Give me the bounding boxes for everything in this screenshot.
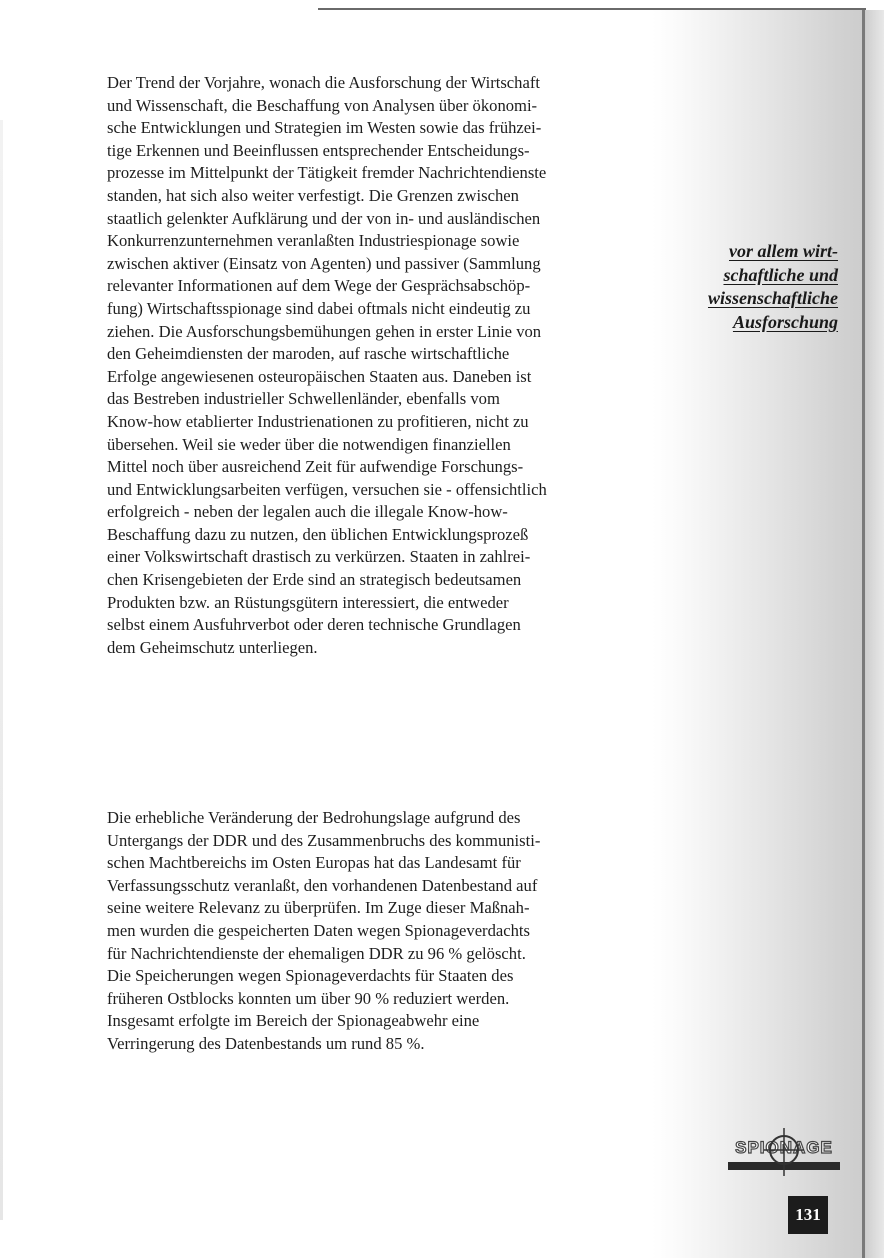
body-paragraph-2 bbox=[107, 807, 617, 1056]
page-edge-line bbox=[862, 10, 865, 1258]
text-line: seine weitere Relevanz zu überprüfen. Im Zuge dieser Maßnah- bbox=[107, 898, 530, 918]
text-line: Erfolge angewiesenen osteuropäischen Staaten aus. Daneben ist bbox=[107, 366, 532, 386]
text-line: chen Krisengebieten der Erde sind an strategisch bedeutsamen bbox=[107, 570, 522, 590]
text-line: staatlich gelenkter Aufklärung und der von in- und ausländischen bbox=[107, 208, 541, 228]
text-line: relevanter Informationen auf dem Wege der Gesprächsabschöp- bbox=[107, 276, 531, 296]
text-line: und Entwicklungsarbeiten verfügen, versuchen sie - offensichtlich bbox=[107, 479, 547, 499]
text-line: Produkten bzw. an Rüstungsgütern interessiert, die entweder bbox=[107, 592, 509, 612]
margin-note-line: schaftliche und bbox=[723, 264, 838, 285]
page-number: 131 bbox=[788, 1196, 828, 1234]
margin-note-line: wissenschaftliche bbox=[707, 288, 838, 308]
text-line: Verringerung des Datenbestands um rund 85 %. bbox=[107, 1033, 425, 1053]
text-line: einer Volkswirtschaft drastisch zu verkürzen. Staaten in zahlrei- bbox=[107, 547, 531, 567]
text-line: dem Geheimschutz unterliegen. bbox=[107, 637, 318, 657]
text-line: Der Trend der Vorjahre, wonach die Ausforschung der Wirtschaft bbox=[107, 73, 540, 92]
text-line: standen, hat sich also weiter verfestigt. Die Grenzen zwischen bbox=[107, 185, 519, 205]
margin-note-line: vor allem wirt- bbox=[729, 241, 838, 261]
text-line: selbst einem Ausfuhrverbot oder deren technische Grundlagen bbox=[107, 615, 521, 635]
margin-note bbox=[660, 240, 838, 334]
text-line: Konkurrenzunternehmen veranlaßten Industriespionage sowie bbox=[107, 231, 520, 251]
text-line: ziehen. Die Ausforschungsbemühungen gehen in erster Linie von bbox=[107, 321, 542, 341]
text-line: Untergangs der DDR und des Zusammenbruchs des kommunisti- bbox=[107, 830, 541, 850]
margin-note-line: Ausforschung bbox=[732, 311, 838, 332]
top-rule bbox=[318, 8, 866, 10]
page-edge-shadow bbox=[866, 10, 884, 1258]
text-line: sche Entwicklungen und Strategien im Westen sowie das frühzei- bbox=[107, 118, 542, 138]
text-line: Mittel noch über ausreichend Zeit für aufwendige Forschungs- bbox=[107, 457, 524, 477]
text-line: und Wissenschaft, die Beschaffung von Analysen über ökonomi- bbox=[107, 95, 538, 115]
text-line: Verfassungsschutz veranlaßt, den vorhandenen Datenbestand auf bbox=[107, 875, 538, 895]
text-line: den Geheimdiensten der maroden, auf rasche wirtschaftliche bbox=[107, 344, 510, 364]
text-line: Die erhebliche Veränderung der Bedrohungslage aufgrund des bbox=[107, 808, 521, 827]
text-line: das Bestreben industrieller Schwellenländer, ebenfalls vom bbox=[107, 389, 500, 409]
text-line: erfolgreich - neben der legalen auch die illegale Know-how- bbox=[107, 502, 508, 522]
text-line: früheren Ostblocks konnten um über 90 % reduziert werden. bbox=[107, 988, 510, 1008]
text-line: Die Speicherungen wegen Spionageverdachts für Staaten des bbox=[107, 966, 514, 986]
text-line: Beschaffung dazu zu nutzen, den üblichen Entwicklungsprozeß bbox=[107, 524, 529, 544]
margin-sidebar bbox=[652, 10, 884, 1258]
text-line: men wurden die gespeicherten Daten wegen Spionageverdachts bbox=[107, 920, 530, 940]
text-line: fung) Wirtschaftsspionage sind dabei oftmals nicht eindeutig zu bbox=[107, 298, 531, 318]
text-line: schen Machtbereichs im Osten Europas hat das Landesamt für bbox=[107, 853, 521, 873]
page-left-edge bbox=[0, 120, 3, 1220]
crosshair-icon bbox=[764, 1128, 804, 1178]
body-paragraph-1 bbox=[107, 72, 617, 659]
text-line: für Nachrichtendienste der ehemaligen DDR zu 96 % gelöscht. bbox=[107, 943, 526, 963]
text-line: übersehen. Weil sie weder über die notwendigen finanziellen bbox=[107, 434, 511, 454]
text-line: prozesse im Mittelpunkt der Tätigkeit fremder Nachrichtendienste bbox=[107, 163, 547, 183]
spionage-logo bbox=[728, 1128, 840, 1184]
text-line: zwischen aktiver (Einsatz von Agenten) und passiver (Sammlung bbox=[107, 253, 541, 273]
logo-text: SPIONAGE bbox=[735, 1138, 833, 1157]
text-line: Insgesamt erfolgte im Bereich der Spionageabwehr eine bbox=[107, 1011, 480, 1031]
text-line: tige Erkennen und Beeinflussen entsprechender Entscheidungs- bbox=[107, 140, 530, 160]
text-line: Know-how etablierter Industrienationen zu profitieren, nicht zu bbox=[107, 411, 529, 431]
